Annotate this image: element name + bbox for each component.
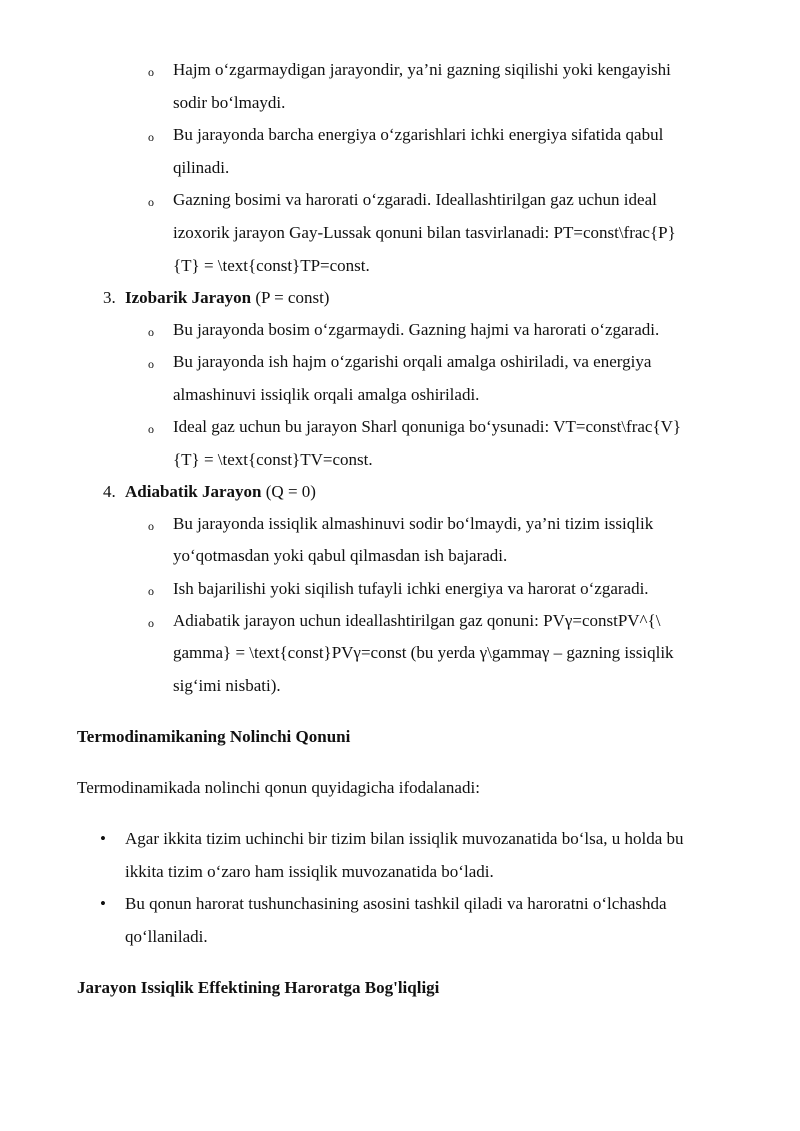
adiabatic-bullet-1-line-2: yo‘qotmasdan yoki qabul qilmasdan ish bajaradi. [173,546,508,565]
isobaric-heading [125,288,329,308]
adiabatic-bullet-3-line-3: sig‘imi nisbati). [173,676,281,695]
adiabatic-title: Adiabatik Jarayon [125,482,262,501]
isobaric-title: Izobarik Jarayon [125,288,252,307]
zeroth-law-bullet-2-line-2: qo‘llaniladi. [125,927,208,946]
zeroth-law-heading: Termodinamikaning Nolinchi Qonuni [77,727,351,746]
isochoric-bullet-1-line-1: Hajm o‘zgarmaydigan jarayondir, ya’ni gazning siqilishi yoki kengayishi [173,60,671,79]
zeroth-law-bullet-1-line-1: Agar ikkita tizim uchinchi bir tizim bilan issiqlik muvozanatida bo‘lsa, u holda bu [125,829,684,848]
isobaric-condition: (P = const) [251,288,330,307]
isochoric-bullet-3-line-1: Gazning bosimi va harorati o‘zgaradi. Ideallashtirilgan gaz uchun ideal [173,190,657,209]
isochoric-bullet-3-line-2: izoxorik jarayon Gay-Lussak qonuni bilan tasvirlanadi: PT=const\frac{P} [173,223,676,242]
zeroth-law-bullet-1-line-2: ikkita tizim o‘zaro ham issiqlik muvozanatida bo‘ladi. [125,862,494,881]
isochoric-bullet-3-line-3: {T} = \text{const}TP=const. [173,256,370,275]
adiabatic-bullet-3-line-1: Adiabatik jarayon uchun ideallashtirilgan gaz qonuni: PVγ=constPV^{\ [173,611,661,630]
isobaric-bullet-1-line-1: Bu jarayonda bosim o‘zgarmaydi. Gazning hajmi va harorati o‘zgaradi. [173,320,660,339]
isochoric-bullet-2-line-1: Bu jarayonda barcha energiya o‘zgarishlari ichki energiya sifatida qabul [173,125,664,144]
isobaric-bullet-3-line-2: {T} = \text{const}TV=const. [173,450,373,469]
zeroth-law-intro: Termodinamikada nolinchi qonun quyidagicha ifodalanadi: [77,778,480,797]
isochoric-bullet-2-line-2: qilinadi. [173,158,230,177]
zeroth-law-bullet-2-line-1: Bu qonun harorat tushunchasining asosini tashkil qiladi va haroratni o‘lchashda [125,894,667,913]
sub-bullet-marker: o [148,195,154,209]
adiabatic-bullet-1-line-1: Bu jarayonda issiqlik almashinuvi sodir bo‘lmaydi, ya’ni tizim issiqlik [173,514,654,533]
temperature-dependence-heading: Jarayon Issiqlik Effektining Haroratga Bog'liqligi [77,978,440,997]
sub-bullet-marker: o [148,422,154,436]
sub-bullet-marker: o [148,65,154,79]
sub-bullet-marker: o [148,325,154,339]
adiabatic-bullet-2-line-1: Ish bajarilishi yoki siqilish tufayli ichki energiya va harorat o‘zgaradi. [173,579,649,598]
isobaric-bullet-2-line-1: Bu jarayonda ish hajm o‘zgarishi orqali amalga oshiriladi, va energiya [173,352,652,371]
adiabatic-heading [125,482,316,502]
sub-bullet-marker: o [148,357,154,371]
isobaric-bullet-3-line-1: Ideal gaz uchun bu jarayon Sharl qonuniga bo‘ysunadi: VT=const\frac{V} [173,417,682,436]
sub-bullet-marker: o [148,130,154,144]
bullet-marker: • [100,894,106,913]
sub-bullet-marker: o [148,584,154,598]
isochoric-bullet-1-line-2: sodir bo‘lmaydi. [173,93,286,112]
isobaric-bullet-2-line-2: almashinuvi issiqlik orqali amalga oshiriladi. [173,385,480,404]
list-number: 4. [103,482,116,501]
sub-bullet-marker: o [148,616,154,630]
adiabatic-condition: (Q = 0) [261,482,316,501]
sub-bullet-marker: o [148,519,154,533]
list-number: 3. [103,288,116,307]
bullet-marker: • [100,829,106,848]
adiabatic-bullet-3-line-2: gamma} = \text{const}PVγ=const (bu yerda γ\gammaγ – gazning issiqlik [173,643,674,662]
